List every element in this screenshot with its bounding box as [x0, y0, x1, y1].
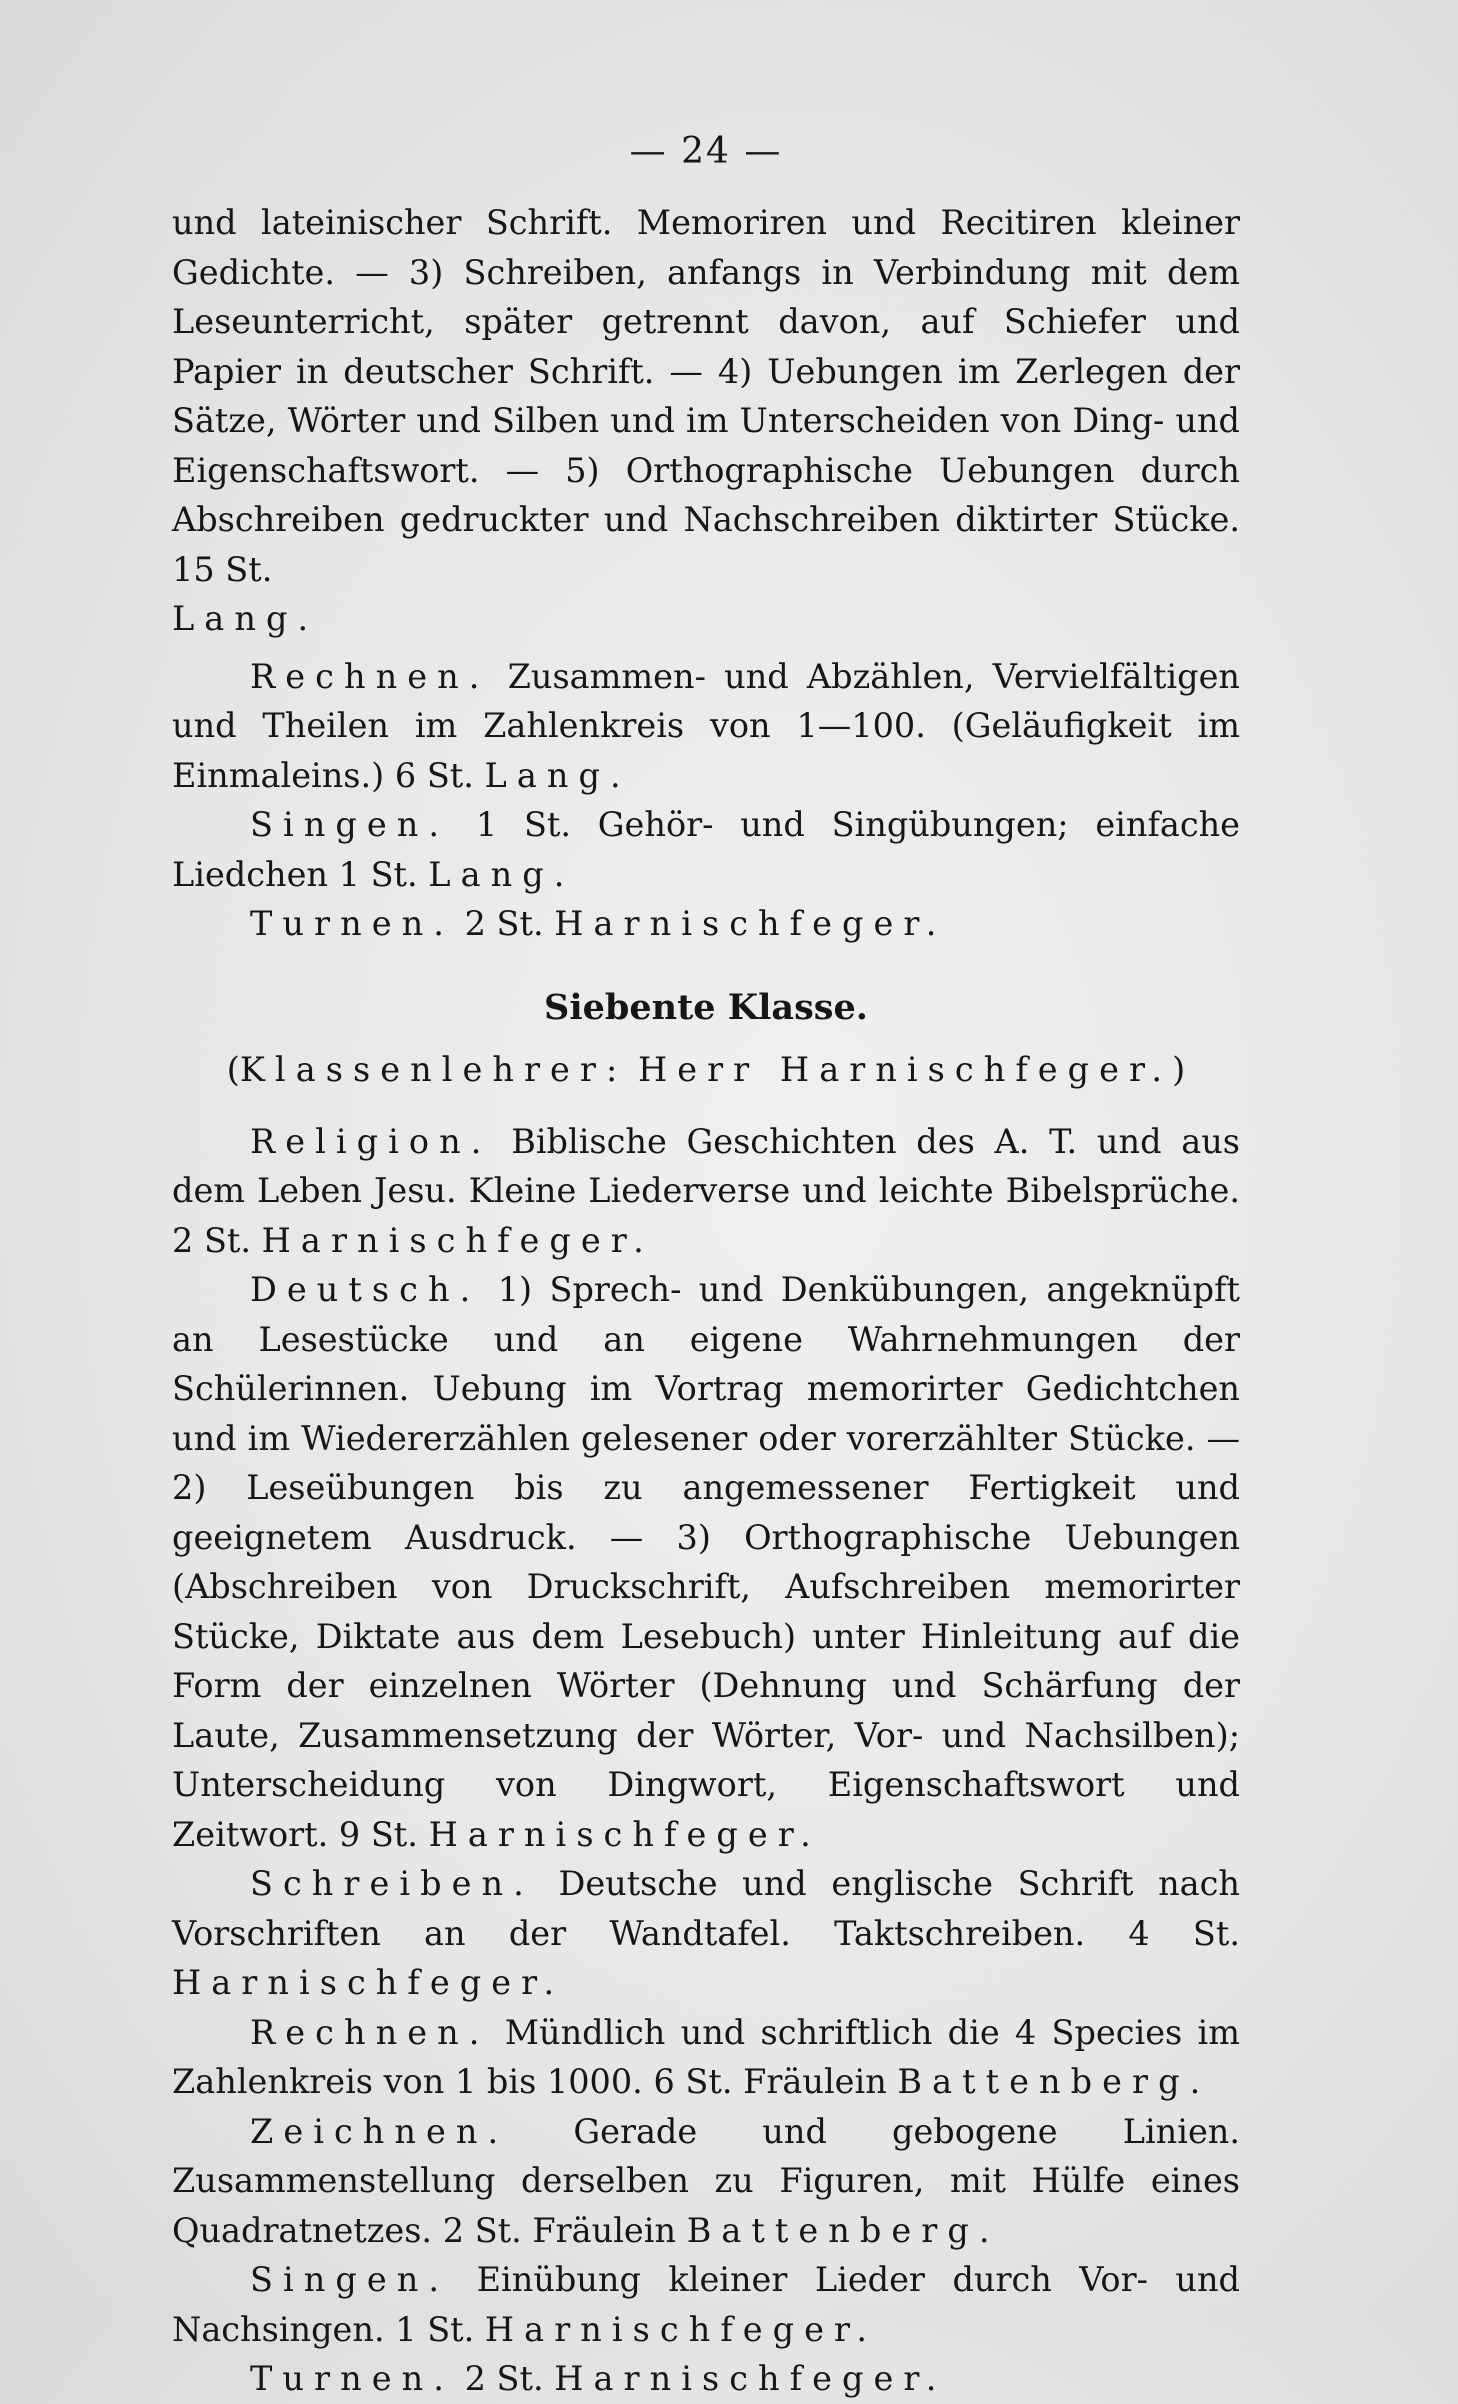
subject-label: Deutsch.: [250, 1270, 481, 1309]
paragraph-text: 1) Sprech- und Denkübungen, angeknüpft an Lesestücke und an eigene Wahrnehmungen der Schülerinnen. Uebung im Vortrag memorirter Gedichtchen und im Wiedererzählen gelesener oder vorerzählter Stücke. — 2) Leseübungen bis zu angemessener Fertigkeit und geeignetem Ausdruck. — 3) Orthographische Uebungen (Abschreiben von Druckschrift, Aufschreiben memorirter Stücke, Diktate aus dem Lesebuch) unter Hinleitung auf die Form der einzelnen Wörter (Dehnung und Schärfung der Laute, Zusammensetzung der Wörter, Vor- und Nachsilben); Unterscheidung von Dingwort, Eigenschaftswort und Zeitwort. 9 St.: [172, 1270, 1240, 1854]
paragraph-turnen: [172, 2354, 1240, 2404]
paragraph-text: Zusammen- und Abzählen, Vervielfältigen und Theilen im Zahlenkreis von 1—100. (Geläufigkeit im Einmaleins.) 6 St.: [172, 656, 1240, 795]
paragraph-turnen-top: [172, 899, 1240, 949]
subtitle-label: Klassenlehrer:: [239, 1049, 628, 1089]
subject-label: Turnen.: [250, 2359, 454, 2398]
subject-label: Zeichnen.: [250, 2111, 509, 2151]
paragraph-text: 2 St.: [453, 904, 555, 943]
paragraph-singen-top: [172, 800, 1240, 899]
paragraph-text: Einübung kleiner Lieder durch Vor- und Nachsingen. 1 St.: [172, 2260, 1240, 2349]
paragraph-text: und lateinischer Schrift. Memoriren und Recitiren kleiner Gedichte. — 3) Schreiben, anfangs in Verbindung mit dem Leseunterricht, später getrennt davon, auf Schiefer und Papier in deutscher Schrift. — 4) Uebungen im Zerlegen der Sätze, Wörter und Silben und im Unterscheiden von Ding- und Eigenschaftswort. — 5) Orthographische Uebungen durch Abschreiben gedruckter und Nachschreiben diktirter Stücke. 15 St.: [172, 203, 1240, 589]
section-subtitle: (Klassenlehrer: Herr Harnischfeger.): [226, 1049, 1186, 1089]
paragraph-text: Gerade und gebogene Linien. Zusammenstellung derselben zu Figuren, mit Hülfe eines Quadratnetzes. 2 St. Fräulein: [172, 2111, 1240, 2250]
teacher-name: Harnischfeger.: [428, 1814, 821, 1854]
teacher-name: Harnischfeger.: [554, 2359, 947, 2398]
teacher-name: Lang.: [172, 599, 319, 638]
paragraph-text: 2 St.: [453, 2359, 555, 2398]
paragraph-deutsch: [172, 1265, 1240, 1859]
paragraph-religion: [172, 1117, 1240, 1266]
subject-label: Singen.: [250, 2260, 450, 2299]
paragraph-schreiben: [172, 1859, 1240, 2008]
page-number: — 24 —: [629, 131, 783, 172]
teacher-name: Lang.: [484, 755, 631, 795]
teacher-name: Harnischfeger.: [172, 1963, 565, 2002]
paragraph-text: Biblische Geschichten des A. T. und aus dem Leben Jesu. Kleine Liederverse und leichte Bibelsprüche. 2 St.: [172, 1121, 1240, 1260]
paragraph-text: 1 St. Gehör- und Singübungen; einfache Liedchen 1 St.: [172, 805, 1240, 894]
subject-label: Singen.: [250, 805, 450, 844]
teacher-name: Lang.: [428, 854, 575, 894]
subtitle-name: Herr Harnischfeger.: [637, 1049, 1173, 1089]
paragraph-zeichnen: [172, 2107, 1240, 2256]
paragraph-singen: [172, 2255, 1240, 2354]
subject-label: Religion.: [250, 1121, 492, 1161]
teacher-name: Battenberg.: [686, 2210, 1000, 2250]
section-heading: Siebente Klasse.: [544, 986, 868, 1028]
paragraph-continued: [172, 198, 1240, 644]
subject-label: Turnen.: [250, 904, 454, 943]
teacher-name: Harnischfeger.: [261, 1220, 654, 1260]
subject-label: Rechnen.: [250, 2012, 490, 2052]
teacher-name: Battenberg.: [897, 2062, 1211, 2101]
teacher-name: Harnischfeger.: [554, 904, 947, 943]
paragraph-rechnen-top: [172, 652, 1240, 801]
paragraph-rechnen: [172, 2008, 1240, 2107]
subject-label: Schreiben.: [250, 1864, 534, 1903]
page: [172, 128, 1240, 2404]
subject-label: Rechnen.: [250, 656, 490, 696]
paragraph-text: Deutsche und englische Schrift nach Vorschriften an der Wandtafel. Taktschreiben. 4 St.: [172, 1864, 1240, 1953]
paragraph-text: Mündlich und schriftlich die 4 Species im Zahlenkreis von 1 bis 1000. 6 St. Fräulein: [172, 2012, 1240, 2101]
teacher-name: Harnischfeger.: [484, 2309, 878, 2349]
